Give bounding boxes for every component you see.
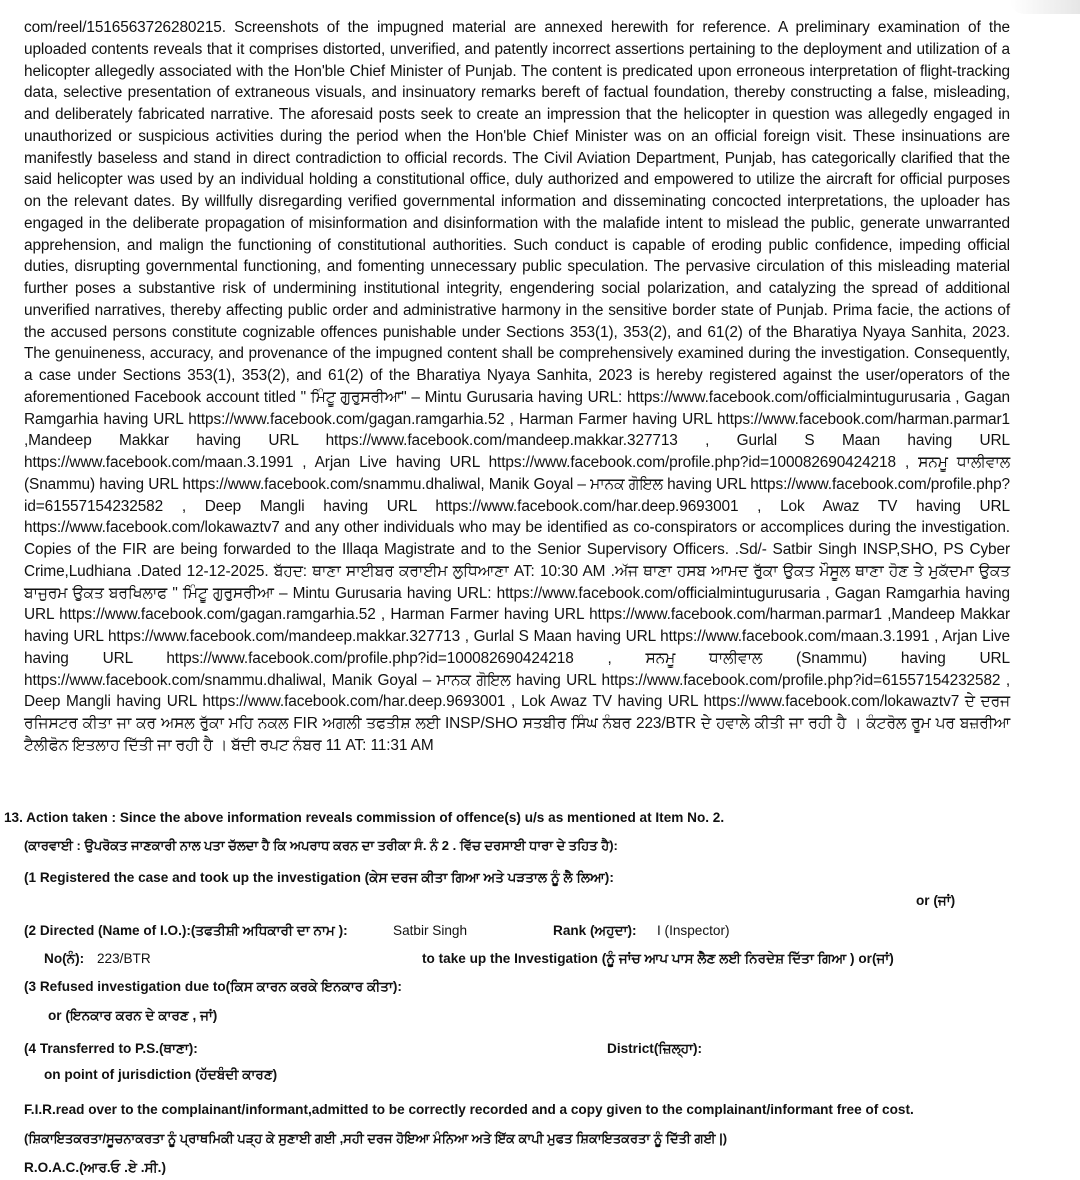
option-3-refused: (3 Refused investigation due to(ਕਿਸ ਕਾਰਨ ਕਰਕੇ ਇਨਕਾਰ ਕੀਤਾ): <box>24 979 402 994</box>
io-name-value: Satbir Singh <box>393 923 468 938</box>
rank-label: Rank (ਅਹੁਦਾ): <box>553 923 637 938</box>
fir-read-over-punjabi: (ਸ਼ਿਕਾਇਤਕਰਤਾ/ਸੂਚਨਾਕਰਤਾ ਨੂੰ ਪ੍ਰਾਥਮਿਕੀ ਪੜ੍ਹ ਕੇ ਸੁਣਾਈ ਗਈ ,ਸਹੀ ਦਰਜ ਹੋਇਆ ਮੰਨਿਆ ਅਤੇ ਇੱਕ ਕਾਪੀ ਮੁਫਤ ਸ਼ਿਕਾਇਤਕਰਤਾ ਨੂੰ ਦਿੱਤੀ ਗਈ |) <box>24 1131 728 1146</box>
option-4-transferred: (4 Transferred to P.S.(ਥਾਣਾ): <box>24 1041 198 1056</box>
fir-read-over-statement: F.I.R.read over to the complainant/informant,admitted to be correctly recorded and a copy given to the complainant/informant free of cost. <box>24 1102 914 1117</box>
item13-heading: 13. Action taken : Since the above information reveals commission of offence(s) u/s as mentioned at Item No. 2. <box>4 810 725 825</box>
district-label: District(ਜ਼ਿਲ੍ਹਾ): <box>607 1041 703 1056</box>
option-1-registered: (1 Registered the case and took up the investigation (ਕੇਸ ਦਰਜ ਕੀਤਾ ਗਿਆ ਅਤੇ ਪੜਤਾਲ ਨੂੰ ਲੈ ਲਿਆ): <box>24 870 614 885</box>
no-value: 223/BTR <box>97 951 151 966</box>
page-corner-shadow <box>1010 0 1080 14</box>
option-2-directed-label: (2 Directed (Name of I.O.):(ਤਫਤੀਸ਼ੀ ਅਧਿਕਾਰੀ ਦਾ ਨਾਮ ): <box>24 923 348 938</box>
option-3-or-reason: or (ਇਨਕਾਰ ਕਰਨ ਦੇ ਕਾਰਣ , ਜਾਂ) <box>48 1008 218 1023</box>
roac-label: R.O.A.C.(ਆਰ.ਓ .ਏ .ਸੀ.) <box>24 1160 166 1175</box>
directed-text: to take up the Investigation (ਨੂੰ ਜਾਂਚ ਆਪ ਪਾਸ ਲੈਣ ਲਈ ਨਿਰਦੇਸ਼ ਦਿੱਤਾ ਗਿਆ ) or(ਜਾਂ) <box>422 951 894 966</box>
fir-body-paragraph: com/reel/1516563726280215. Screenshots of the impugned material are annexed herewith for reference. A preliminary examination of the uploaded contents reveals that it comprises distorted, unverified, and patently incorrect assertions pertaining to the deployment and utilization of a helicopter allegedly associated with the Hon'ble Chief Minister of Punjab. The content is predicated upon erroneous interpretation of flight-tracking data, selective presentation of extraneous visuals, and insinuatory remarks bereft of factual foundation, thereby constructing a false, misleading, and deliberately fabricated narrative. The aforesaid posts seek to create an impression that the helicopter in question was allegedly engaged in unauthorized or suspicious activities during the period when the Hon'ble Chief Minister was on an official foreign visit. These insinuations are manifestly baseless and stand in direct contradiction to official records. The Civil Aviation Department, Punjab, has categorically clarified that the said helicopter was used by an individual holding a constitutional office, duly authorized and empowered to utilize the aircraft for official purposes on the relevant dates. By willfully disregarding verified governmental information and disseminating concocted interpretations, the uploader has engaged in the deliberate propagation of misinformation and disinformation with the malafide intent to mislead the public, generate unwarranted apprehension, and malign the functioning of constitutional authorities. Such conduct is capable of eroding public confidence, impeding official duties, disrupting governmental functioning, and fomenting unnecessary public speculation. The pervasive circulation of this misleading material further poses a substantive risk of undermining institutional integrity, engendering social polarization, and catalyzing the spread of additional unverified narratives, thereby affecting public order and administrative harmony in the sensitive border state of Punjab. Prima facie, the actions of the accused persons constitute cognizable offences punishable under Sections 353(1), 353(2), and 61(2) of the Bharatiya Nyaya Sanhita, 2023. The genuineness, accuracy, and provenance of the impugned content shall be comprehensively examined during the investigation. Consequently, a case under Sections 353(1), 353(2), and 61(2) of the Bharatiya Nyaya Sanhita, 2023 is hereby registered against the user/operators of the aforementioned Facebook account titled " ਮਿੰਟੂ ਗੁਰੁਸਰੀਆ" – Mintu Gurusaria having URL: https://www.facebook.com/officialmintugurusaria , Gagan Ramgarhia having URL https://www.facebook.com/gagan.ramgarhia.52 , Harman Farmer having URL https://www.facebook.com/harman.parmar1 ,Mandeep Makkar having URL https://www.facebook.com/mandeep.makkar.327713 , Gurlal S Maan having URL https://www.facebook.com/maan.3.1991 , Arjan Live having URL https://www.facebook.com/profile.php?id=100082690424218 , ਸਨਮੂ ਧਾਲੀਵਾਲ (Snammu) having URL https://www.facebook.com/snammu.dhaliwal, Manik Goyal – ਮਾਨਕ ਗੋਇਲ having URL https://www.facebook.com/profile.php?id=61557154232582 , Deep Mangli having URL https://www.facebook.com/har.deep.9693001 , Lok Awaz TV having URL https://www.facebook.com/lokawaztv7 and any other individuals who may be identified as co-conspirators or accomplices during the investigation. Copies of the FIR are being forwarded to the Illaqa Magistrate and to the Senior Supervisory Officers. .Sd/- Satbir Singh INSP,SHO, PS Cyber Crime,Ludhiana .Dated 12-12-2025. ਬੱਹਦ: ਥਾਣਾ ਸਾਈਬਰ ਕਰਾਈਮ ਲੁਧਿਆਣਾ AT: 10:30 AM .ਅੱਜ ਥਾਣਾ ਹਸਬ ਆਮਦ ਰੁੱਕਾ ਉਕਤ ਮੌਸੂਲ ਥਾਣਾ ਹੋਣ ਤੇ ਮੁਕੱਦਮਾ ਉਕਤ ਬਾਜੁਰਮ ਉਕਤ ਬਰਖਿਲਾਫ " ਮਿੰਟੂ ਗੁਰੁਸਰੀਆ – Mintu Gurusaria having URL: https://www.facebook.com/officialmintugurusaria , Gagan Ramgarhia having URL https://www.facebook.com/gagan.ramgarhia.52 , Harman Farmer having URL https://www.facebook.com/harman.parmar1 ,Mandeep Makkar having URL https://www.facebook.com/mandeep.makkar.327713 , Gurlal S Maan having URL https://www.facebook.com/maan.3.1991 , Arjan Live having URL https://www.facebook.com/profile.php?id=100082690424218 , ਸਨਮੂ ਧਾਲੀਵਾਲ (Snammu) having URL https://www.facebook.com/snammu.dhaliwal, Manik Goyal – ਮਾਨਕ ਗੋਇਲ having URL https://www.facebook.com/profile.php?id=61557154232582 , Deep Mangli having URL https://www.facebook.com/har.deep.9693001 , Lok Awaz TV having URL https://www.facebook.com/lokawaztv7 ਦੇ ਦਰਜ ਰਜਿਸਟਰ ਕੀਤਾ ਜਾ ਕਰ ਅਸਲ ਰੁੱਕਾ ਮਹਿ ਨਕਲ FIR ਅਗਲੀ ਤਫਤੀਸ਼ ਲਈ INSP/SHO ਸਤਬੀਰ ਸਿੰਘ ਨੰਬਰ 223/BTR ਦੇ ਹਵਾਲੇ ਕੀਤੀ ਜਾ ਰਹੀ ਹੈ । ਕੰਟਰੋਲ ਰੂਮ ਪਰ ਬਜ਼ਰੀਆ ਟੈਲੀਫੋਨ ਇਤਲਾਹ ਦਿੱਤੀ ਜਾ ਰਹੀ ਹੈ । ਬੱਦੀ ਰਪਟ ਨੰਬਰ 11 AT: 11:31 AM <box>24 19 1010 754</box>
item13-heading-punjabi: (ਕਾਰਵਾਈ : ਉਪਰੋਕਤ ਜਾਣਕਾਰੀ ਨਾਲ ਪਤਾ ਚੱਲਦਾ ਹੈ ਕਿ ਅਪਰਾਧ ਕਰਨ ਦਾ ਤਰੀਕਾ ਸੰ. ਨੰ 2 . ਵਿੱਚ ਦਰਸਾਈ ਧਾਰਾ ਦੇ ਤਹਿਤ ਹੈ): <box>24 838 618 853</box>
rank-value: I (Inspector) <box>657 923 730 938</box>
jurisdiction-text: on point of jurisdiction (ਹੱਦਬੰਦੀ ਕਾਰਣ) <box>44 1067 278 1082</box>
no-label: No(ਨੰ): <box>44 951 85 966</box>
option-1-or: or (ਜਾਂ) <box>916 893 956 908</box>
